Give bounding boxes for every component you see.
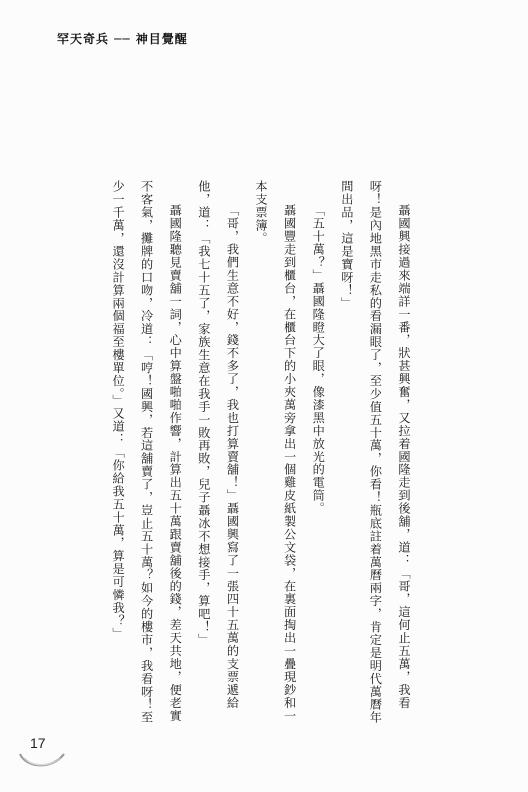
- running-head: 罕天奇兵 ── 神目覺醒: [57, 32, 188, 46]
- page-number: 17: [30, 735, 46, 751]
- paragraph: 「哥，我們生意不好，錢不多了，我也打算賣舖！」聶國興寫了一張四十五萬的支票遞給他，道：「我七十五了，家族生意在我手一敗再敗，兒子聶冰不想接手，算吧！」: [196, 180, 240, 710]
- paragraph: 「五十萬？」聶國隆瞪大了眼，像漆黑中放光的電筒。: [311, 204, 326, 516]
- paragraph: 聶國興接過來端詳一番，狀甚興奮，又拉着國隆走到後舖，道：「哥，這何止五萬，我看呀！是內地黑市走私的看漏眼了，至少值五十萬，你看！瓶底註着萬曆兩字，肯定是明代萬曆年間出品，這是寶呀！」: [339, 180, 411, 724]
- paragraph: 聶國隆聽見賣舖一詞，心中算盤啪啪作響，計算出五十萬跟賣舖後的錢，差天共地，便老實不客氣，攤牌的口吻，冷道：「哼！國興，若這舖賣了，豈止五十萬？如今的樓市，我看呀！至少一千萬，還沒計算兩個福至樓單位。」又道：「你給我五十萬，算是可憐我？」: [111, 180, 183, 724]
- body-text: [103, 180, 418, 725]
- paragraph: 聶國豐走到櫃台，在櫃台下的小夾萬旁拿出一個雞皮紙製公文袋，在裏面掏出一疊現鈔和一本支票簿。: [254, 180, 297, 723]
